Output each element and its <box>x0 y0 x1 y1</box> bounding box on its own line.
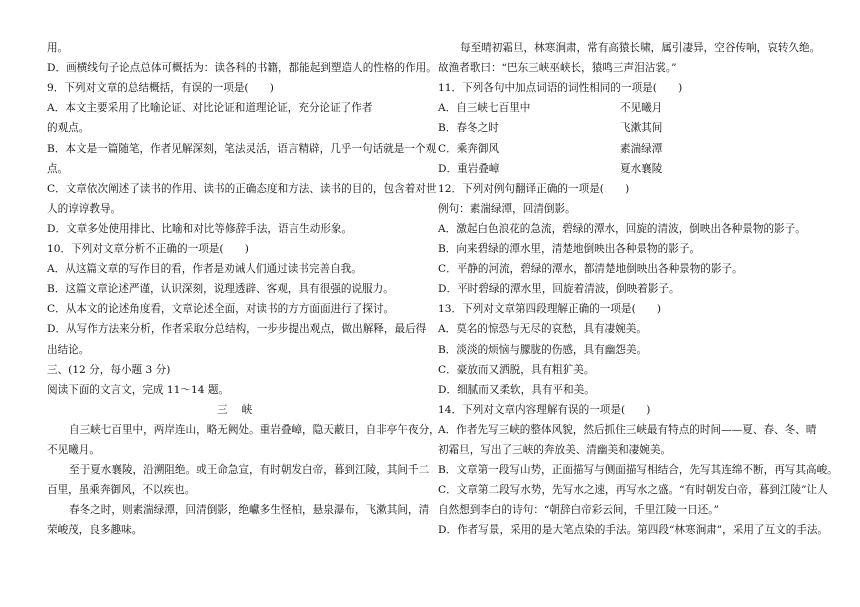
text-line: 例句：素湍绿潭，回清倒影。 <box>438 202 576 215</box>
text-line: A．作者先写三峡的整体风貌，然后抓住三峡最有特点的时间——夏、春、冬、晴 <box>438 423 817 436</box>
text-line: 阅读下面的文言文，完成 11～14 题。 <box>47 383 230 396</box>
text-line: B．淡淡的烦恼与朦胧的伤感，具有幽怨美。 <box>438 343 648 356</box>
text-line: 至于夏水襄陵，沿溯阻绝。或王命急宣，有时朝发白帝，暮到江陵，其间千二 <box>69 464 430 477</box>
option-left: D．重岩叠嶂 <box>438 162 500 175</box>
text-line: B．本文是一篇随笔，作者见解深刻，笔法灵活，语言精辟，几乎一句话就是一个观 <box>47 142 437 155</box>
text-line: B．文章第一段写山势，正面描写与侧面描写相结合，先写其连绵不断，再写其高峻。 <box>438 464 838 477</box>
text-line: 自然想到李白的诗句：“朝辞白帝彩云间，千里江陵一日还。” <box>438 504 719 517</box>
option-right: 飞漱其间 <box>620 122 663 135</box>
text-line: 10．下列对文章分析不正确的一项是( ) <box>47 243 249 255</box>
text-line: 11．下列各句中加点词语的词性相同的一项是( ) <box>438 82 683 95</box>
text-line: C．文章依次阐述了读书的作用、读书的正确态度和方法、读书的目的，包含着对世 <box>47 182 437 195</box>
text-line: 每至晴初霜旦，林寒涧肃，常有高猿长啸，属引凄异，空谷传响，哀转久绝。 <box>460 42 821 54</box>
text-line: B．这篇文章论述严谨，认识深刻，说理透辟、客观，具有很强的说服力。 <box>47 283 394 296</box>
text-line: A．激起白色浪花的急流，碧绿的潭水，回旋的清波，倒映出各种景物的影子。 <box>438 222 806 235</box>
text-line: D．从写作方法来分析，作者采取分总结构，一步步提出观点，做出解释，最后得 <box>47 323 427 336</box>
text-line: 荣峻茂，良多趣味。 <box>47 524 143 537</box>
text-line: D．细腻而又柔软，具有平和美。 <box>438 383 595 396</box>
option-left: B．春冬之时 <box>438 122 499 135</box>
text-line: 初霜旦，写出了三峡的奔放美、清幽美和凄婉美。 <box>438 444 672 456</box>
text-line: 的观点。 <box>47 122 90 135</box>
text-line: 不见曦月。 <box>47 444 100 456</box>
text-line: 人的谆谆教导。 <box>47 202 122 215</box>
text-line: 点。 <box>47 162 69 175</box>
text-line: A．从这篇文章的写作目的看，作者是劝诫人们通过读书完善自我。 <box>47 263 362 276</box>
text-line: 三、(12 分，每小题 3 分) <box>47 363 171 376</box>
text-line: C．平静的河流，碧绿的潭水，都清楚地倒映出各种景物的影子。 <box>438 263 743 276</box>
text-line: C．豪放而又洒脱，具有粗犷美。 <box>438 363 595 376</box>
text-line: A．本文主要采用了比喻论证、对比论证和道理论证，充分论证了作者 <box>47 102 373 115</box>
text-line: B．向来碧绿的潭水里，清楚地倒映出各种景物的影子。 <box>438 243 701 255</box>
option-right: 不见曦月 <box>620 102 663 115</box>
text-line: C．文章第二段写水势，先写水之速，再写水之盛。“有时朝发白帝，暮到江陵”让人 <box>438 484 828 497</box>
text-line: 9．下列对文章的总结概括，有误的一项是( ) <box>47 82 274 95</box>
text-line: D．文章多处使用排比、比喻和对比等修辞手法，语言生动形象。 <box>47 222 353 235</box>
text-line: 用。 <box>47 42 69 54</box>
text-line: 百里，虽乘奔御风，不以疾也。 <box>47 484 196 497</box>
text-line: 出结论。 <box>47 343 90 356</box>
option-left: A．自三峡七百里中 <box>438 102 531 115</box>
text-line: D．作者写景，采用的是大笔点染的手法。第四段“林寒涧肃”，采用了互文的手法。 <box>438 524 829 537</box>
text-line: A．莫名的惊恐与无尽的哀愁，具有凄婉美。 <box>438 323 647 336</box>
text-line: 故渔者歌曰：“巴东三峡巫峡长，猿鸣三声泪沾裳。” <box>438 62 677 75</box>
text-line: 自三峡七百里中，两岸连山，略无阙处。重岩叠嶂，隐天蔽日，自非亭午夜分， <box>69 423 440 436</box>
text-line: D．平时碧绿的潭水里，回旋着清波，倒映着影子。 <box>438 283 680 296</box>
option-right: 夏水襄陵 <box>620 162 663 175</box>
text-line: C．从本文的论述角度看，文章论述全面，对读书的方方面面进行了探讨。 <box>47 303 395 316</box>
text-line: 13．下列对文章第四段理解正确的一项是( ) <box>438 303 662 316</box>
text-line: 12．下列对例句翻译正确的一项是( ) <box>438 182 630 195</box>
text-line: 14．下列对文章内容理解有误的一项是( ) <box>438 403 651 416</box>
text-line: 春冬之时，则素湍绿潭，回清倒影，绝巘多生怪柏，悬泉瀑布，飞漱其间，清 <box>69 504 430 517</box>
passage-title: 三峡 <box>217 403 267 416</box>
option-left: C．乘奔御风 <box>438 142 500 155</box>
text-line: D．画横线句子论点总体可概括为：读各科的书籍，都能起到塑造人的性格的作用。 <box>47 62 437 75</box>
option-right: 素湍绿潭 <box>620 142 663 155</box>
